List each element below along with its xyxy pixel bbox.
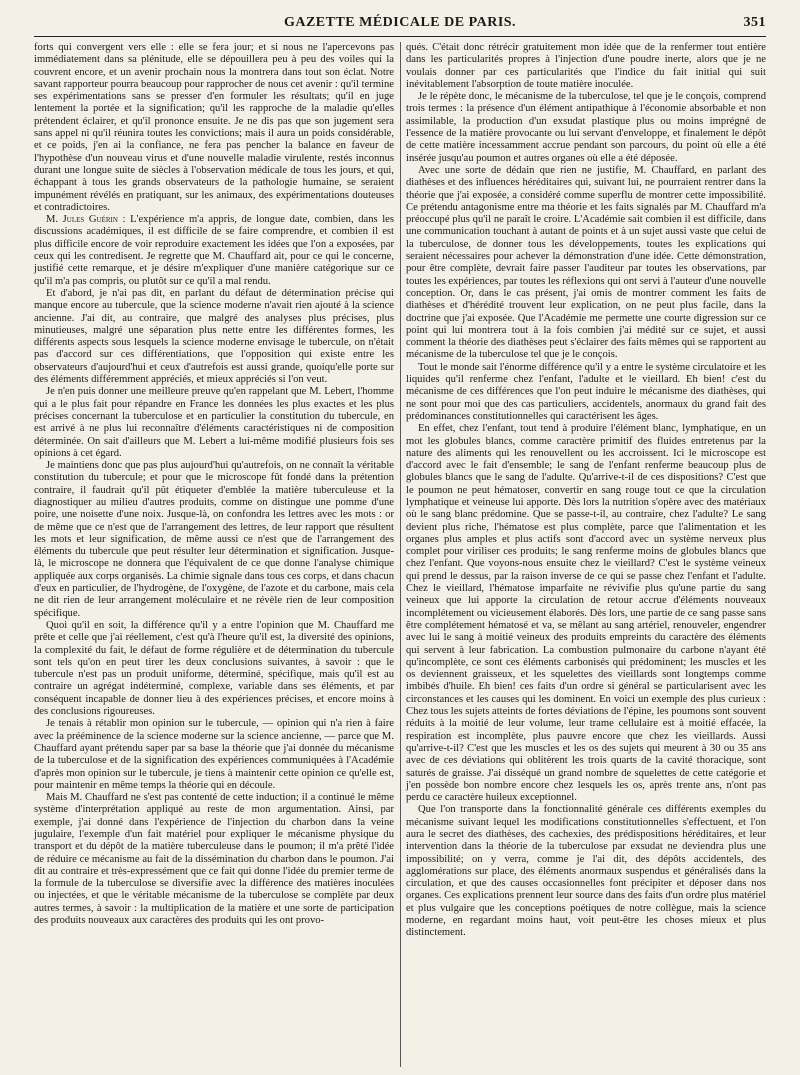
paragraph-text: Je n'en puis donner une meilleure preuve qu'en rappelant que M. Lebert, l'homme qui a le plus fait pour répandre en France les données les plus exactes et les plus précises concernant la tuberculose et en particulier la constitution du tubercule, en est arrivé à ne plus lui reconnaître d'éléments caractéristiques ni de composition déterminée. On sait d'ailleurs que M. Lebert a lui-même modifié plusieurs fois ses opinions à cet égard. xyxy=(34,386,394,459)
paragraph xyxy=(34,214,394,288)
paragraph-text: Je maintiens donc que pas plus aujourd'hui qu'autrefois, on ne connaît la véritable constitution du tubercule; et pour que le microscope fût fondé dans la prétention contraire, il faudrait qu'il pût étiqueter d'emblée la matière tuberculeuse et la diagnostiquer au milieu d'autres produits, comme on distingue une pomme d'une poire, une noisette d'une noix. Jusque-là, on confondra les lettres avec les mots : or de même que ce n'est que de l'arrangement des lettres, de leur rapport que résultent les mots et leur signification, de même aussi ce n'est que de l'arrangement des éléments du tubercule que peut résulter leur détermination et signification. Jusque-là, le microscope ne donnera que l'équivalent de ce que donne l'analyse chimique appliquée aux corps organisés. La chimie signale dans tous ces corps, et dans chacun d'eux en particulier, de l'hydrogène, de l'oxygène, de l'azote et du carbone, mais cela ne dit rien de leur arrangement moléculaire et ne révèle rien de leur composition spécifique. xyxy=(34,460,394,619)
paragraph-text: Je tenais à rétablir mon opinion sur le tubercule, — opinion qui n'a rien à faire avec la prééminence de la science moderne sur la science ancienne, — parce que M. Chauffard ayant prétendu saper par sa base la théorie que j'ai donnée du mécanisme de la tuberculose et de la signification des expériences communiquées à l'Académie d'après mon opinion sur le tubercule, je tiens à maintenir cette opinion ce qu'elle est, pour maintenir en même temps la théorie qui en découle. xyxy=(34,718,394,791)
column-divider xyxy=(400,42,401,1067)
paragraph-text: forts qui convergent vers elle : elle se fera jour; et si nous ne l'apercevons pas immédiatement dans sa plénitude, elle se dépouillera peu à peu des voiles qui la couvrent encore, et un avenir prochain nous la montrera dans tout son éclat. Notre savant rapporteur pourra beaucoup pour rapprocher de nous cet avenir : qu'il termine ses expérimentations sans se presser d'en formuler les résultats; qu'il en juge lentement la portée et la signification; qu'il les rapproche de la maladie qu'elles prétendent éclairer, et qu'il prononce ensuite. Je ne dis pas que son jugement sera sans appel ni qu'il réunira toutes les convictions; mais il aura un poids considérable, et ce poids, j'en ai la confiance, ne fera pas pencher la balance en faveur de l'hypothèse d'un nouveau virus et d'une nouvelle maladie virulente, restés inconnus durant une longue suite de siècles à l'observation médicale de tous les jours, et qui, échappant à tous les grands observateurs de la pathologie humaine, se seraient impunément révélés en pratiquant, sur les animaux, des expérimentations douteuses et contradictoires. xyxy=(34,42,394,213)
paragraph-text: qués. C'était donc rétrécir gratuitement mon idée que de la renfermer tout entière dans les particularités propres à l'injection d'une poudre inerte, alors que je ne voulais donner par ces particularités que l'indice du fait initial qui suit inévitablement l'absorption de toute matière inoculée. xyxy=(406,42,766,90)
paragraph-text: Et d'abord, je n'ai pas dit, en parlant du défaut de détermination précise qui manque encore au tubercule, que la science moderne n'avait rien ajouté à la science ancienne. J'ai dit, au contraire, que malgré des analyses plus précises, plus minutieuses, malgré une séparation plus nette entre les différentes formes, les différents aspects sous lesquels la science moderne envisage le tubercule, on n'était pas d'accord sur ces différentiations, que l'opposition qui existe entre les observateurs d'aujourd'hui et ceux d'autrefois est aussi grande, quoiqu'elle porte sur des éléments différemment appréciés, et mieux appréciés si l'on veut. xyxy=(34,287,394,386)
paragraph-text: Je le répète donc, le mécanisme de la tuberculose, tel que je le conçois, comprend trois termes : la présence d'un élément antipathique à l'économie absorbable et non assimilable, la production d'un exsudat plastique plus ou moins imprégné de l'essence de la matière provocante ou lui servant d'enveloppe, et finalement le dépôt de cette matière incessamment accrue pendant son parcours, du point où elle a été insérée jusqu'au poumon et autres organes où elle a été déposée. xyxy=(406,91,766,164)
paragraph xyxy=(34,718,394,792)
article-body xyxy=(34,42,766,1067)
paragraph-text: : L'expérience m'a appris, de longue date, combien, dans les discussions académiques, il est difficile de se faire comprendre, et combien il est plus difficile encore de voir reproduire exactement les idées que l'on a exposées, par ceux qui les contredisent. Je regrette que M. Chauffard ait, pour ce qui le concerne, justifié cette remarque, et je désire m'expliquer d'une manière catégorique sur ce qu'il m'a pas compris, ou plutôt sur ce qu'il a mal rendu. xyxy=(34,214,394,287)
paragraph xyxy=(406,42,766,91)
paragraph xyxy=(406,362,766,423)
paragraph xyxy=(34,620,394,718)
paragraph xyxy=(406,91,766,165)
paragraph-text: Quoi qu'il en soit, la différence qu'il y a entre l'opinion que M. Chauffard me prête et celle que j'ai réellement, c'est qu'à l'heure qu'il est, la diversité des opinions, la complexité du fait, le défaut de forme régulière et de détermination du tubercule sont tels qu'on en peut tirer les deux conclusions suivantes, à savoir : que le tubercule n'est pas un produit uniforme, déterminé, spécifique, mais qu'il est au contraire un agrégat indéterminé, complexe, variable dans ses éléments, et par conséquent incapable de donner lieu à des expériences précises, et encore moins à des conclusions rigoureuses. xyxy=(34,619,394,718)
left-column xyxy=(34,42,394,927)
journal-title: GAZETTE MÉDICALE DE PARIS. xyxy=(283,15,517,30)
paragraph xyxy=(406,165,766,362)
right-column xyxy=(406,42,766,940)
paragraph xyxy=(34,288,394,386)
paragraph xyxy=(406,423,766,804)
paragraph xyxy=(34,42,394,214)
paragraph xyxy=(34,792,394,927)
paragraph xyxy=(406,804,766,939)
paragraph-text: En effet, chez l'enfant, tout tend à produire l'élément blanc, lymphatique, en un mot les globules blancs, comme caractère primitif des fluides entretenus par la nature des aliments qui les renouvellent ou les accroissent. Ici le microscope est d'accord avec le fait d'ensemble; le sang de l'enfant renferme beaucoup plus de globules blancs que le sang de l'adulte. Qu'arrive-t-il de ces dispositions? C'est que le poumon ne peut hématoser, convertir en sang rouge tout ce que la circulation lymphatique et veineuse lui apporte. Dès lors la nutrition s'opère avec des matériaux où le sang blanc prédomine. Que se passe-t-il, au contraire, chez l'adulte? Le sang devient plus riche, l'hématose est plus complète, parce que l'alimentation et les organes plus amples et plus actifs sont d'accord avec un système nerveux plus complet pour viriliser ces produits; le sang renferme moins de globules blancs que chez l'enfant. Que voyons-nous ensuite chez le vieillard? C'est le système veineux qui prend le dessus, par la raison inverse de ce qui se passe chez l'enfant et l'adulte. Chez le vieillard, l'hématose imparfaite ne révivifie plus qu'une partie du sang veineux que lui apporte la circulation de retour accrue d'éléments nouveaux incomplétement ou vicieusement élaborés. Dès lors, une partie de ce sang passe sans être complétement hématosé et va, se mêlant au sang artériel, renouveler, engendrer avec lui le sang à moitié veineux des produits empreints du caractère des éléments qui servent à leur fabrication. La combustion pulmonaire du carbone n'ayant été qu'incomplète, ce sont ces éléments carbonisés qui prédominent; les muscles et les os deviennent graisseux, et les squelettes des vieillards sont longtemps comme imbibés d'huile. Eh bien! ces faits d'un ordre si général se particularisent avec les circonstances et les causes qui les dominent. En voici un exemple des plus curieux : Chez tous les sujets atteints de fortes déviations de l'épine, les poumons sont souvent réduits à la moitié de leur volume, leur trame cellulaire est à moitié effacée, la respiration est incomplète, plus pauvre encore que chez les vieillards. Aussi qu'arrive-t-il? C'est que les muscles et les os des sujets qui meurent à 30 ou 35 ans avec de ces déviations qui oblitèrent les trois quarts de la cavité thoracique, sont saturés de graisse. J'ai disséqué un grand nombre de squelettes de cette catégorie et j'en possède bon nombre encore chez lesquels les os, après trente ans, n'ont pas perdu ce caractère huileux exceptionnel. xyxy=(406,423,766,804)
paragraph-text: Mais M. Chauffard ne s'est pas contenté de cette induction; il a continué le même système d'interprétation appliqué au reste de mon argumentation. Ainsi, par exemple, j'ai donné dans l'expérience de l'injection du charbon dans la veine jugulaire, l'exemple d'un fait matériel pour expliquer le mécanisme physique du transport et du dépôt de la matière tuberculeuse dans le poumon; il m'a prêté l'idée de réduire ce mécanisme au fait de la dissémination du charbon dans le poumon. J'ai dit au contraire et très-expressément que ce fait qui donne l'idée du premier terme de la formule de la tuberculose se diversifie avec la différence des matières inoculées ou injectées, et que le véritable mécanisme de la tuberculose se complète par deux autres termes, à savoir : la multiplication de la matière et une sorte de participation des produits nouveaux aux caractères des produits qui les ont provo- xyxy=(34,792,394,927)
paragraph xyxy=(34,460,394,620)
paragraph xyxy=(34,386,394,460)
speaker-name: M. Jules Guérin xyxy=(46,214,118,226)
page-number: 351 xyxy=(743,15,766,30)
page-header xyxy=(34,10,766,37)
paragraph-text: Que l'on transporte dans la fonctionnalité générale ces différents exemples du mécanisme suivant lequel les modifications constitutionnelles s'effectuent, et l'on aura le secret des diathèses, des cachexies, des prédispositions héréditaires, et leur intervention dans la théorie de la tuberculose par exsudat ne deviendra plus une impossibilité; on y verra, comme je l'ai dit, des dépôts accidentels, des agglomérations sur place, des éléments anormaux suspendus et généralisés dans la circulation, et que des causes occasionnelles font précipiter et déposer dans nos organes. Ces explications prennent leur source dans des faits d'un ordre plus matériel et plus vulgaire que les conceptions poétiques de notre collègue, mais la science moderne, en regardant moins haut, voit peut-être les choses mieux et plus distinctement. xyxy=(406,804,766,939)
paragraph-text: Avec une sorte de dédain que rien ne justifie, M. Chauffard, en parlant des diathèses et des influences héréditaires qui, suivant lui, ne pourraient rentrer dans la théorie que j'ai exposée, a considéré comme superflu de montrer cette impossibilité. Ce prétendu antagonisme entre ma théorie et les faits signalés par M. Chauffard m'a préoccupé plus qu'il ne paraît le croire. L'Académie sait combien il est difficile, dans une communication touchant à autant de points et à un sujet aussi vaste que celui de la tuberculose, de donner tous les développements, toutes les explications qui seraient nécessaires pour achever la démonstration d'une idée. Cette démonstration, pour être complète, devrait faire passer l'auditeur par toutes les observations, par toutes les expériences, par toutes les réflexions qui ont servi à l'auteur d'une nouvelle conception. Or, dans le cas présent, j'ai omis de montrer comment les faits de diathèses et d'hérédité trouvent leur explication, on ne peut plus facile, dans la doctrine que j'ai exposée. Que l'Académie me permette une courte digression sur ce point qui lui montrera tout à la fois combien j'ai médité sur ce sujet, et aussi comment la théorie des diathèses peut s'éclairer des faits mêmes qui se rapportent au mécanisme de la tuberculose tel que je le conçois. xyxy=(406,164,766,361)
paragraph-text: Tout le monde sait l'énorme différence qu'il y a entre le système circulatoire et les liquides qu'il renferme chez l'enfant, l'adulte et le vieillard. Eh bien! c'est du mécanisme de ces différences que l'on peut induire le mécanisme des diathèses, qui ne sont pour moi que des cas particuliers, accidentels, anormaux du grand fait des prédominances constitutionnelles qui caractérisent les âges. xyxy=(406,361,766,422)
